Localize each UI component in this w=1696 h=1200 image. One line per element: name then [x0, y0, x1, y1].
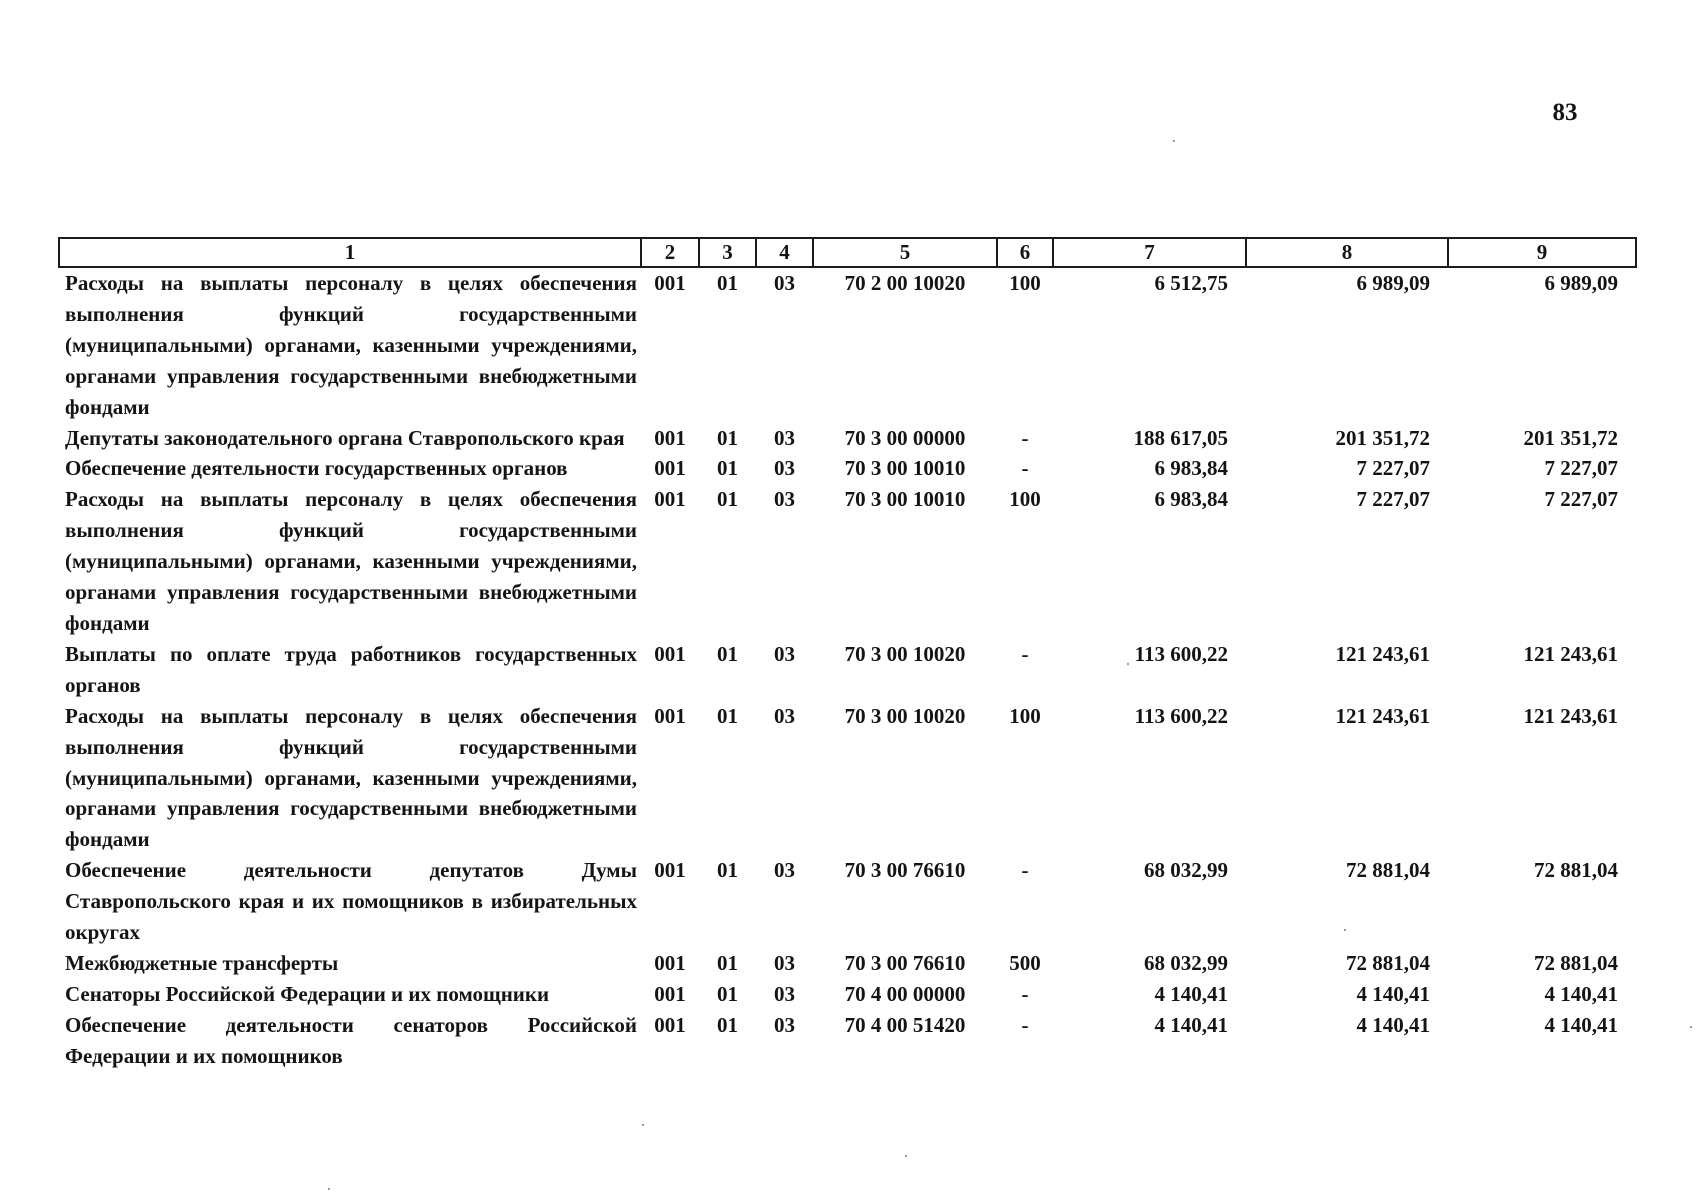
cell-7: 6 512,75	[1154, 271, 1228, 295]
cell-7: 6 983,84	[1154, 456, 1228, 481]
cell-2: 001	[654, 456, 686, 481]
cell-3: 01	[717, 271, 738, 295]
cell-9: 121 243,61	[1523, 641, 1618, 666]
cell-2: 001	[654, 981, 686, 1006]
cell-5: 70 3 00 10020	[844, 703, 966, 728]
cell-8: 7 227,07	[1356, 487, 1430, 512]
cell-8: 4 140,41	[1356, 1012, 1430, 1037]
budget-table	[58, 237, 1637, 1072]
header-cell: 6	[997, 238, 1053, 267]
row-label: Обеспечение деятельности государственных органов	[65, 456, 568, 481]
cell-7: 6 983,84	[1154, 487, 1228, 512]
cell-9: 4 140,41	[1544, 1012, 1618, 1037]
cell-9: 72 881,04	[1534, 950, 1618, 975]
cell-3: 01	[717, 487, 738, 512]
cell-5: 70 4 00 51420	[844, 1012, 966, 1037]
row-label: Расходы на выплаты персоналу в целях обеспечения выполнения функций государственными (муниципальными) органами, казенными учреждениями, органами управления государственными внебюджетными фондами	[65, 487, 637, 635]
header-cell: 5	[813, 238, 997, 267]
row-label: Сенаторы Российской Федерации и их помощники	[65, 981, 550, 1006]
table-row	[59, 639, 1636, 701]
cell-4: 03	[774, 981, 795, 1006]
cell-2: 001	[654, 487, 686, 512]
scan-speck	[1690, 1026, 1692, 1028]
table-row	[59, 948, 1636, 979]
cell-2: 001	[654, 703, 686, 728]
row-label: Межбюджетные трансферты	[65, 950, 339, 975]
scan-speck	[905, 1155, 907, 1157]
cell-8: 121 243,61	[1335, 703, 1430, 728]
cell-3: 01	[717, 858, 738, 883]
cell-2: 001	[654, 641, 686, 666]
cell-8: 6 989,09	[1356, 271, 1430, 295]
cell-3: 01	[717, 950, 738, 975]
cell-5: 70 3 00 10010	[844, 456, 966, 481]
row-label: Обеспечение деятельности сенаторов Российской Федерации и их помощников	[65, 1012, 637, 1068]
cell-8: 72 881,04	[1346, 950, 1430, 975]
cell-4: 03	[774, 425, 795, 450]
cell-7: 4 140,41	[1154, 1012, 1228, 1037]
row-label: Выплаты по оплате труда работников государственных органов	[65, 641, 637, 697]
cell-4: 03	[774, 641, 795, 666]
row-label: Расходы на выплаты персоналу в целях обеспечения выполнения функций государственными (муниципальными) органами, казенными учреждениями, органами управления государственными внебюджетными фондами	[65, 271, 637, 419]
cell-9: 7 227,07	[1544, 487, 1618, 512]
cell-4: 03	[774, 271, 795, 295]
cell-2: 001	[654, 858, 686, 883]
header-cell: 2	[641, 238, 699, 267]
cell-3: 01	[717, 456, 738, 481]
cell-2: 001	[654, 1012, 686, 1037]
cell-7: 68 032,99	[1144, 950, 1228, 975]
scan-speck	[1173, 140, 1175, 142]
cell-6: -	[1021, 425, 1029, 450]
cell-6: -	[1021, 1012, 1029, 1037]
row-label: Депутаты законодательного органа Ставропольского края	[65, 425, 625, 450]
cell-6: 100	[1009, 703, 1041, 728]
header-cell: 8	[1246, 238, 1448, 267]
table-row	[59, 701, 1636, 856]
table-row	[59, 484, 1636, 639]
cell-9: 4 140,41	[1544, 981, 1618, 1006]
cell-3: 01	[717, 641, 738, 666]
cell-6: 100	[1009, 487, 1041, 512]
row-label: Обеспечение деятельности депутатов Думы Ставропольского края и их помощников в избирательных округах	[65, 858, 637, 945]
table-row	[59, 979, 1636, 1010]
cell-7: 113 600,22	[1134, 703, 1228, 728]
header-cell: 4	[756, 238, 813, 267]
scan-speck	[1127, 663, 1129, 665]
cell-9: 201 351,72	[1523, 425, 1618, 450]
cell-3: 01	[717, 425, 738, 450]
cell-8: 7 227,07	[1356, 456, 1430, 481]
table-row	[59, 267, 1636, 423]
cell-2: 001	[654, 425, 686, 450]
cell-4: 03	[774, 858, 795, 883]
cell-8: 72 881,04	[1346, 858, 1430, 883]
header-cell: 3	[699, 238, 756, 267]
table-row	[59, 1010, 1636, 1072]
cell-5: 70 3 00 00000	[844, 425, 966, 450]
cell-7: 68 032,99	[1144, 858, 1228, 883]
cell-8: 121 243,61	[1335, 641, 1430, 666]
cell-6: -	[1021, 641, 1029, 666]
cell-3: 01	[717, 703, 738, 728]
cell-5: 70 4 00 00000	[844, 981, 966, 1006]
cell-7: 188 617,05	[1133, 425, 1228, 450]
cell-9: 7 227,07	[1544, 456, 1618, 481]
cell-4: 03	[774, 1012, 795, 1037]
cell-8: 201 351,72	[1335, 425, 1430, 450]
cell-5: 70 3 00 10010	[844, 487, 966, 512]
table-row	[59, 855, 1636, 948]
cell-2: 001	[654, 950, 686, 975]
scan-speck	[642, 1124, 644, 1126]
cell-5: 70 3 00 76610	[844, 950, 966, 975]
cell-5: 70 2 00 10020	[844, 271, 966, 295]
cell-3: 01	[717, 1012, 738, 1037]
cell-6: -	[1021, 456, 1029, 481]
cell-6: -	[1021, 981, 1029, 1006]
scan-speck	[328, 1188, 330, 1190]
row-label: Расходы на выплаты персоналу в целях обеспечения выполнения функций государственными (муниципальными) органами, казенными учреждениями, органами управления государственными внебюджетными фондами	[65, 703, 637, 852]
cell-4: 03	[774, 487, 795, 512]
table-row	[59, 453, 1636, 484]
cell-9: 6 989,09	[1544, 271, 1618, 295]
cell-5: 70 3 00 76610	[844, 858, 966, 883]
page-number: 83	[1552, 99, 1578, 126]
table-body	[59, 267, 1636, 1072]
cell-2: 001	[654, 271, 686, 295]
cell-7: 4 140,41	[1154, 981, 1228, 1006]
cell-7: 113 600,22	[1134, 641, 1228, 666]
cell-9: 72 881,04	[1534, 858, 1618, 883]
cell-4: 03	[774, 703, 795, 728]
table-row	[59, 423, 1636, 454]
header-cell: 1	[59, 238, 641, 267]
header-row	[59, 238, 1636, 267]
cell-8: 4 140,41	[1356, 981, 1430, 1006]
header-cell: 7	[1053, 238, 1246, 267]
cell-6: 500	[1009, 950, 1041, 975]
header-cell: 9	[1448, 238, 1636, 267]
cell-9: 121 243,61	[1523, 703, 1618, 728]
cell-4: 03	[774, 456, 795, 481]
table-header	[59, 238, 1636, 267]
scan-speck	[1344, 929, 1346, 931]
cell-6: -	[1021, 858, 1029, 883]
cell-3: 01	[717, 981, 738, 1006]
cell-6: 100	[1009, 271, 1041, 295]
cell-4: 03	[774, 950, 795, 975]
cell-5: 70 3 00 10020	[844, 641, 966, 666]
